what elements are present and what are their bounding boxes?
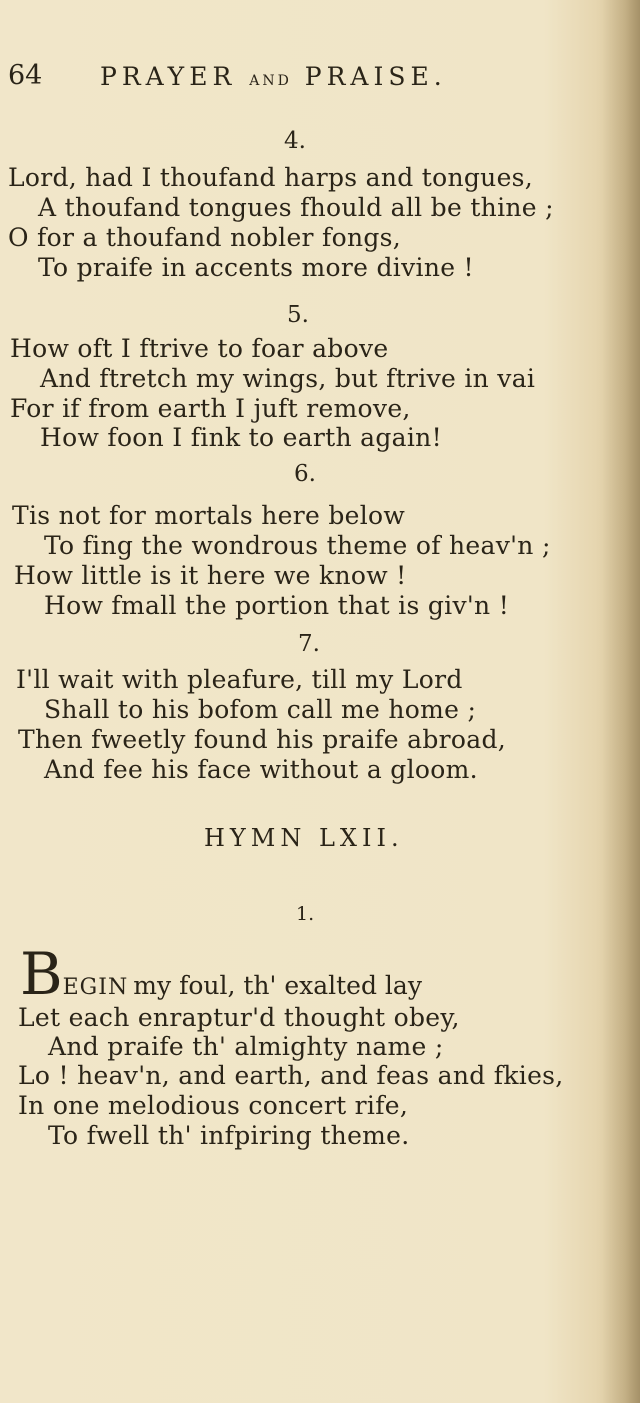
running-title-prayer: PRAYER — [100, 62, 237, 91]
verse-line: Let each enraptur'd thought obey, — [18, 1003, 460, 1032]
verse-line: For if from earth I juft remove, — [10, 394, 411, 423]
verse-line: Then fweetly found his praife abroad, — [18, 725, 507, 754]
stanza-number: 1. — [296, 903, 315, 925]
verse-line: To fwell th' infpiring theme. — [48, 1121, 410, 1150]
running-title — [100, 62, 447, 91]
running-title-and: AND — [249, 73, 292, 89]
verse-line: In one melodious concert rife, — [18, 1091, 409, 1120]
stanza-number: 5. — [287, 302, 309, 328]
verse-line: How oft I ftrive to foar above — [10, 334, 389, 363]
verse-line: Shall to his bofom call me home ; — [44, 695, 477, 724]
verse-line: And ftretch my wings, but ftrive in vai — [40, 364, 536, 393]
drop-cap: B — [20, 940, 63, 1008]
first-word-caps: EGIN — [62, 975, 129, 1000]
stanza-number: 6. — [294, 461, 316, 487]
verse-line: O for a thoufand nobler fongs, — [8, 223, 402, 252]
verse-line: And fee his face without a gloom. — [44, 755, 478, 784]
stanza-number: 4. — [284, 128, 306, 154]
verse-line: A thoufand tongues fhould all be thine ; — [38, 193, 554, 222]
verse-line: How foon I fink to earth again! — [40, 423, 442, 452]
verse-line: Lo ! heav'n, and earth, and feas and fkies, — [18, 1061, 564, 1090]
stanza-number: 7. — [298, 631, 320, 657]
running-header — [8, 60, 548, 100]
hymn-title: HYMN LXII. — [204, 824, 404, 852]
verse-line: Tis not for mortals here below — [12, 501, 406, 530]
verse-line: To praife in accents more divine ! — [38, 253, 474, 282]
first-line-rest: my foul, th' exalted lay — [133, 971, 422, 1000]
first-line — [20, 940, 422, 1008]
page-number: 64 — [8, 60, 43, 91]
verse-line: And praife th' almighty name ; — [48, 1032, 444, 1061]
verse-line: Lord, had I thoufand harps and tongues, — [8, 163, 534, 192]
page-gutter-shadow — [602, 0, 640, 1403]
verse-line: To fing the wondrous theme of heav'n ; — [44, 531, 551, 560]
running-title-praise: PRAISE. — [304, 62, 447, 91]
verse-line: I'll wait with pleafure, till my Lord — [16, 665, 463, 694]
verse-line: How fmall the portion that is giv'n ! — [44, 591, 510, 620]
verse-line: How little is it here we know ! — [14, 561, 407, 590]
